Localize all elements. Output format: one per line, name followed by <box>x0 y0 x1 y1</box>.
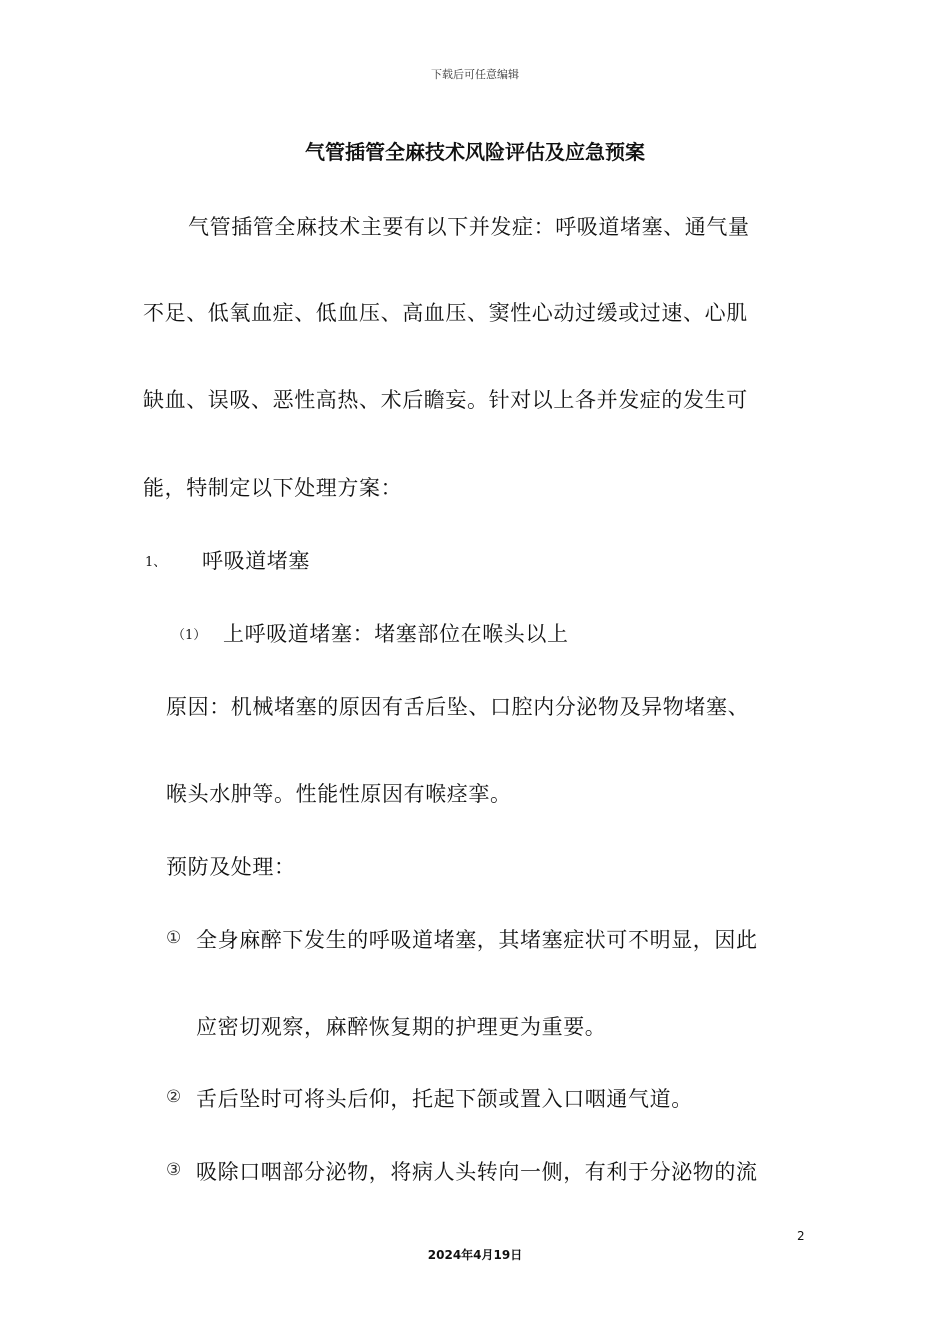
page-number: 2 <box>797 1229 805 1243</box>
document-title: 气管插管全麻技术风险评估及应急预案 <box>305 140 645 164</box>
intro-line-4: 能，特制定以下处理方案： <box>143 476 403 500</box>
intro-line-3: 缺血、误吸、恶性高热、术后瞻妄。针对以上各并发症的发生可 <box>143 388 748 412</box>
page-header-note: 下载后可任意编辑 <box>431 68 519 81</box>
intro-line-2: 不足、低氧血症、低血压、高血压、窦性心动过缓或过速、心肌 <box>143 301 748 325</box>
section-number: 1、 <box>145 555 167 570</box>
subsection-number: （1） <box>172 628 207 643</box>
item-marker-1: ① <box>166 928 182 948</box>
footer-date: 2024年4月19日 <box>427 1248 523 1262</box>
item-marker-2: ② <box>166 1087 182 1107</box>
item-2-line-1: 舌后坠时可将头后仰，托起下颌或置入口咽通气道。 <box>196 1087 693 1111</box>
item-1-line-2: 应密切观察，麻醉恢复期的护理更为重要。 <box>196 1015 607 1039</box>
prevention-heading: 预防及处理： <box>166 855 296 879</box>
item-marker-3: ③ <box>166 1160 182 1180</box>
subsection-title: 上呼吸道堵塞：堵塞部位在喉头以上 <box>223 622 569 646</box>
cause-line-1: 原因：机械堵塞的原因有舌后坠、口腔内分泌物及异物堵塞、 <box>166 695 750 719</box>
cause-line-2: 喉头水肿等。性能性原因有喉痉挛。 <box>166 782 512 806</box>
section-title: 呼吸道堵塞 <box>202 549 310 573</box>
intro-line-1: 气管插管全麻技术主要有以下并发症：呼吸道堵塞、通气量 <box>188 215 750 239</box>
item-1-line-1: 全身麻醉下发生的呼吸道堵塞，其堵塞症状可不明显，因此 <box>196 928 758 952</box>
item-3-line-1: 吸除口咽部分泌物，将病人头转向一侧，有利于分泌物的流 <box>196 1160 758 1184</box>
